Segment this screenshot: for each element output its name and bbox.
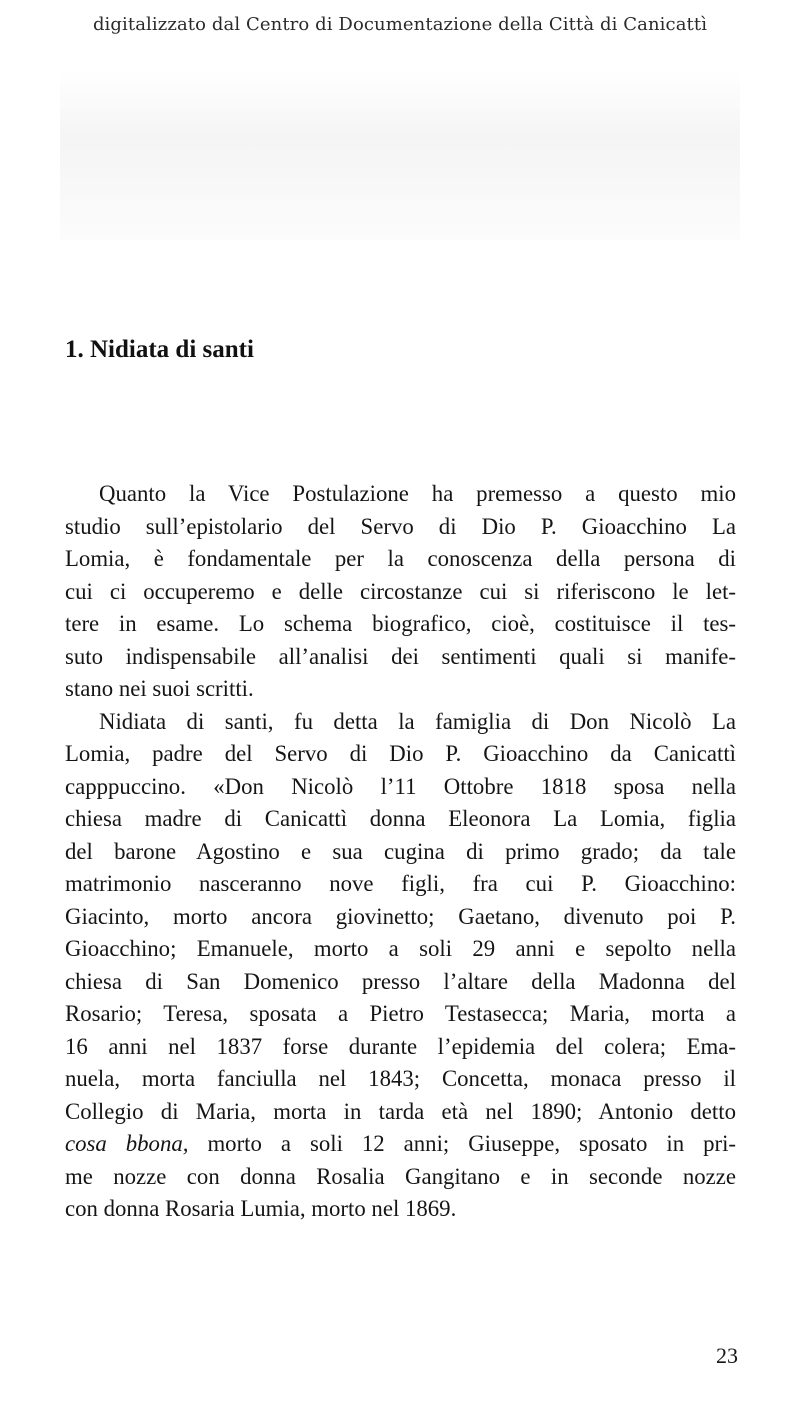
text-line: capppuccino. «Don Nicolò l’11 Ottobre 1818 sposa nella [65, 773, 736, 799]
text-line: chiesa di San Domenico presso l’altare della Madonna del [65, 968, 736, 994]
text-line: tere in esame. Lo schema biografico, cioè, costituisce il tes- [65, 611, 736, 636]
text-line: Lomia, è fondamentale per la conoscenza della persona di [65, 546, 736, 571]
text-line: Nidiata di santi, fu detta la famiglia di Don Nicolò La [99, 708, 736, 734]
text-line: del barone Agostino e sua cugina di primo grado; da tale [65, 838, 736, 864]
body-text [65, 478, 736, 1226]
text-line: stano nei suoi scritti. [65, 676, 254, 701]
text-line: cui ci occuperemo e delle circostanze cui si riferiscono le let- [65, 578, 736, 604]
text-line: Gioacchino; Emanuele, morto a soli 29 anni e sepolto nella [65, 936, 736, 961]
text-line: suto indispensabile all’analisi dei sentimenti quali si manife- [65, 643, 736, 669]
text-line: con donna Rosaria Lumia, morto nel 1869. [65, 1196, 457, 1221]
text-line: chiesa madre di Canicattì donna Eleonora La Lomia, figlia [65, 806, 736, 831]
text-line: Collegio di Maria, morta in tarda età nel 1890; Antonio detto [65, 1098, 736, 1124]
chapter-title: 1. Nidiata di santi [65, 336, 254, 363]
text-line-with-italic [65, 1128, 736, 1161]
text-line: nuela, morta fanciulla nel 1843; Concetta, monaca presso il [65, 1066, 736, 1091]
text-line: studio sull’epistolario del Servo di Dio P. Gioacchino La [65, 513, 736, 539]
text-line: Lomia, padre del Servo di Dio P. Gioacchino da Canicattì [65, 741, 736, 766]
italic-phrase: cosa bbona, [65, 1131, 189, 1156]
digitization-watermark: digitalizzato dal Centro di Documentazione della Città di Canicattì [92, 14, 708, 35]
text-line: 16 anni nel 1837 forse durante l’epidemia del colera; Ema- [65, 1033, 736, 1059]
text-line: Quanto la Vice Postulazione ha premesso a questo mio [99, 481, 736, 506]
page-number: 23 [716, 1343, 738, 1368]
text-line: matrimonio nasceranno nove figli, fra cui P. Gioacchino: [65, 871, 736, 896]
bleed-through-area [60, 70, 740, 240]
line-continuation: morto a soli 12 anni; Giuseppe, sposato in pri- [188, 1131, 736, 1156]
text-line: Rosario; Teresa, sposata a Pietro Testasecca; Maria, morta a [65, 1001, 736, 1026]
text-line: Giacinto, morto ancora giovinetto; Gaetano, divenuto poi P. [65, 903, 736, 929]
text-line: me nozze con donna Rosalia Gangitano e in seconde nozze [65, 1163, 736, 1189]
